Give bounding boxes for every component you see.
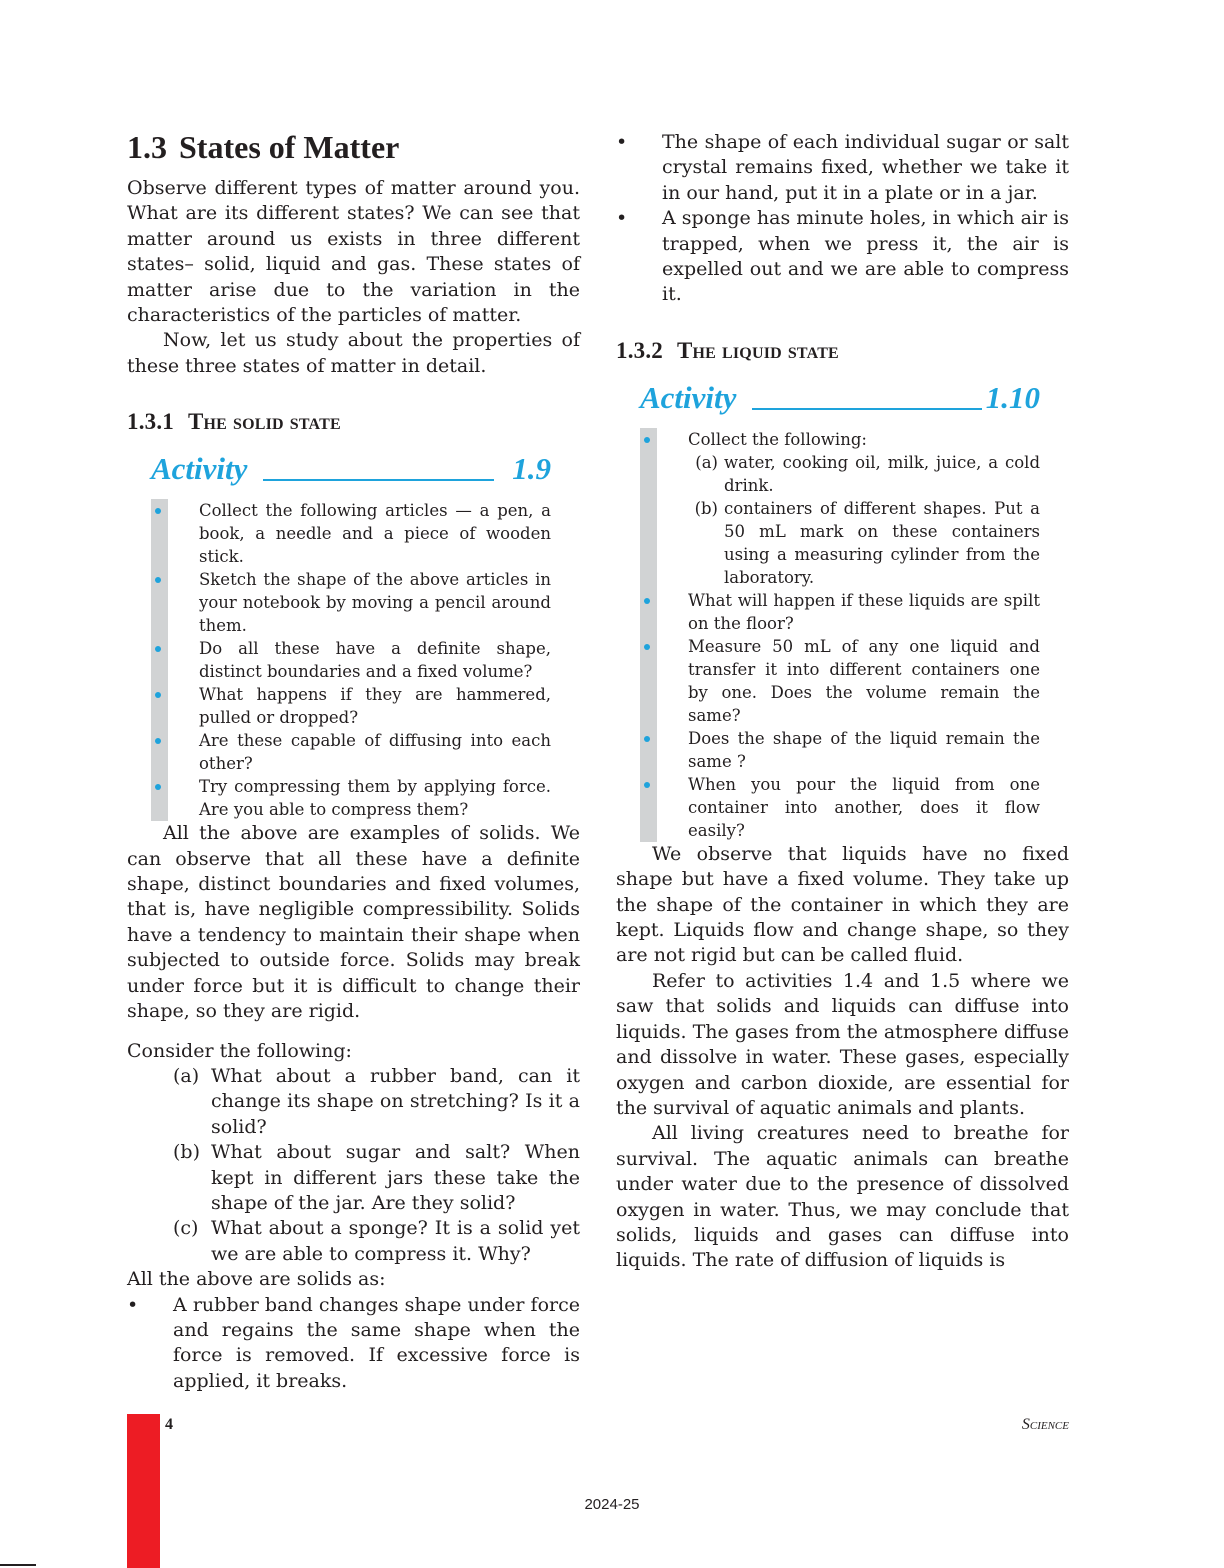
activity-item: Does the shape of the liquid remain the same ? [688, 727, 1040, 773]
activity-sidebar [640, 428, 657, 842]
bullet-icon [644, 644, 650, 650]
page-number: 4 [165, 1416, 173, 1433]
footer-red-strip [127, 1414, 160, 1568]
intro-paragraph: Observe different types of matter around you. What are its different states? We can see that matter around us exists in three different states– solid, liquid and gas. These states of matter arise due to the variation in the characteristics of the particles of matter. [127, 177, 580, 327]
activity-item: When you pour the liquid from one container into another, does it flow easily? [688, 773, 1040, 842]
consider-label: Consider the following: [127, 1039, 352, 1062]
activity-item: Are these capable of diffusing into each other? [199, 729, 551, 775]
activity-sub-item: (b) containers of different shapes. Put a 50 mL mark on these containers using a measuring cylinder from the laboratory. [694, 498, 1040, 587]
solid-paragraph: All the above are examples of solids. We can observe that all these have a definite shape, distinct boundaries and fixed volumes, that is, have negligible compressibility. Solids have a tendency to maintain their shape when subjected to outside force. Solids may break under force but it is difficult to change their shape, so they are rigid. [127, 822, 580, 1023]
activity-item: Measure 50 mL of any one liquid and transfer it into different containers one by one. Does the volume remain the same? [688, 635, 1040, 727]
answer-item: • A rubber band changes shape under force and regains the same shape when the force is removed. If excessive force is applied, it breaks. [127, 1293, 580, 1392]
liquid-paragraph: All living creatures need to breathe for survival. The aquatic animals can breathe under water due to the presence of dissolved oxygen in water. Thus, we may conclude that solids, liquids and gases can diffuse into liquids. The rate of diffusion of liquids is [616, 1122, 1069, 1272]
right-column [616, 130, 1069, 1274]
activity-rule [752, 408, 981, 410]
bullet-icon [644, 598, 650, 604]
left-column [127, 128, 580, 1394]
activity-item: What happens if they are hammered, pulled or dropped? [199, 683, 551, 729]
activity-1-9-heading: Activity 1.9 [151, 451, 551, 487]
bullet-icon [644, 437, 650, 443]
answer-item: • A sponge has minute holes, in which air is trapped, when we press it, the air is expelled out and we are able to compress it. [616, 207, 1069, 306]
activity-item: Do all these have a definite shape, distinct boundaries and a fixed volume? [199, 637, 551, 683]
liquid-paragraph: We observe that liquids have no fixed shape but have a fixed volume. They take up the shape of the container in which they are kept. Liquids flow and change shape, so they are not rigid but can be called fluid. [616, 842, 1069, 967]
activity-rule [263, 479, 494, 481]
year-label: 2024-25 [584, 1496, 640, 1513]
answers-intro: All the above are solids as: [127, 1268, 386, 1291]
section-heading: 1.3 States of Matter [127, 129, 400, 165]
intro-paragraph-2: Now, let us study about the properties of these three states of matter in detail. [127, 329, 580, 377]
question-item: (a) What about a rubber band, can it change its shape on stretching? Is it a solid? [173, 1064, 580, 1138]
liquid-paragraph: Refer to activities 1.4 and 1.5 where we saw that solids and liquids can diffuse into liquids. The gases from the atmosphere diffuse and dissolve in water. These gases, especially oxygen and carbon dioxide, are essential for the survival of aquatic animals and plants. [616, 969, 1070, 1119]
activity-item: What will happen if these liquids are spilt on the floor? [688, 589, 1040, 635]
activity-sub-item: (a) water, cooking oil, milk, juice, a cold drink. [695, 452, 1040, 495]
activity-1-9-box [151, 499, 551, 821]
activity-item: Try compressing them by applying force. Are you able to compress them? [199, 775, 551, 821]
activity-sidebar [151, 499, 168, 821]
subject-label: Science [1021, 1416, 1069, 1433]
solid-state-heading: 1.3.1 The solid state [127, 409, 341, 435]
activity-1-10-heading: Activity 1.10 [640, 379, 1040, 415]
activity-item: Collect the following: [688, 428, 1040, 451]
bullet-icon [644, 782, 650, 788]
question-item: (b) What about sugar and salt? When kept in different jars these take the shape of the jar. Are they solid? [173, 1141, 580, 1214]
activity-item: Sketch the shape of the above articles in your notebook by moving a pencil around them. [199, 568, 551, 637]
answer-item: • The shape of each individual sugar or salt crystal remains fixed, whether we take it in our hand, put it in a plate or in a jar. [616, 131, 1069, 204]
bullet-icon [644, 736, 650, 742]
liquid-state-heading: 1.3.2 The liquid state [616, 337, 839, 363]
bullet-icon: • [616, 131, 628, 153]
corner-mark [0, 1564, 36, 1566]
bullet-icon: • [127, 1293, 139, 1316]
activity-item: Collect the following articles — a pen, a book, a needle and a piece of wooden stick. [199, 499, 551, 568]
bullet-icon: • [616, 207, 628, 230]
activity-1-10-box [640, 428, 1040, 842]
question-item: (c) What about a sponge? It is a solid yet we are able to compress it. Why? [173, 1217, 580, 1265]
